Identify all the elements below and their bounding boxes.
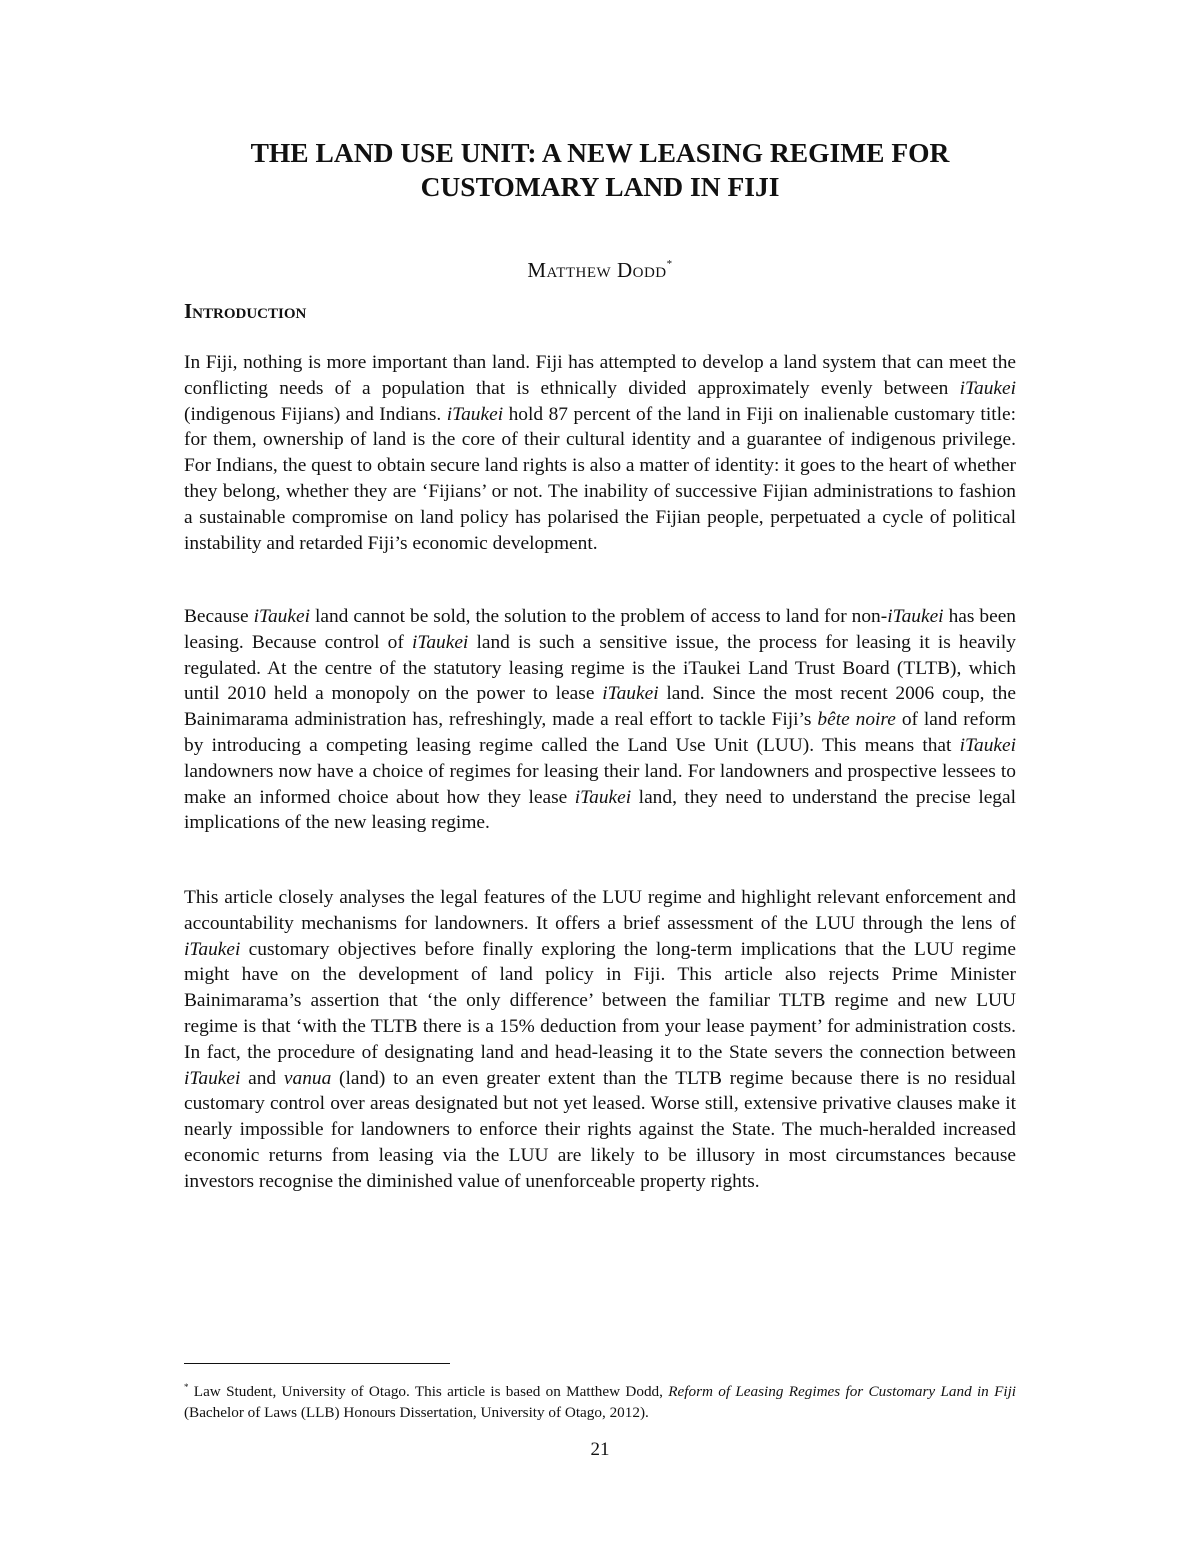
paragraph-introduction: [184, 350, 1016, 556]
text-run: Law Student, University of Otago. This article is based on Matthew Dodd,: [188, 1383, 669, 1400]
text-run: land cannot be sold, the solution to the problem of access to land for non-: [309, 606, 888, 627]
author-footnote-marker[interactable]: *: [666, 258, 673, 270]
text-run: land. Since the most recent 2006 coup, the Bainimarama administration has, refreshingly, made a real effort to tackle Fiji’s: [184, 683, 1016, 731]
title-line-1: THE LAND USE UNIT: A NEW LEASING REGIME FOR: [250, 137, 950, 168]
italic-term: vanua: [283, 1067, 332, 1089]
italic-term: iTaukei: [253, 606, 310, 627]
text-run: This article closely analyses the legal features of the LUU regime and highlight relevant enforcement and accountability mechanisms for landowners. It offers a brief assessment of the LUU through the lens of: [184, 887, 1016, 934]
italic-term: iTaukei: [574, 786, 632, 808]
text-run: has been leasing. Because control of: [184, 606, 1017, 653]
text-run: (land) to an even greater extent than the TLTB regime because there is no residual customary control over areas designated but not yet leased. Worse still, extensive privative clauses make it nearly impossible for landowners to enforce their rights against the State. The much-heralded increased economic returns from leasing via the LUU are likely to be illusory in most circumstances because investors recognise the diminished value of unenforceable property rights.: [184, 1067, 1016, 1192]
italic-term: iTaukei: [411, 631, 469, 653]
italic-term: iTaukei: [184, 1067, 241, 1089]
paragraph-leasing: [184, 604, 1016, 836]
author-byline: [150, 250, 1050, 284]
text-run: (Bachelor of Laws (LLB) Honours Dissertation, University of Otago, 2012).: [184, 1404, 649, 1421]
text-run: land, they need to understand the precise legal implications of the new leasing regime.: [184, 786, 1016, 834]
title-line-2: CUSTOMARY LAND IN FIJI: [420, 171, 780, 202]
author-name: Matthew Dodd: [527, 258, 667, 282]
italic-term: iTaukei: [602, 683, 659, 705]
section-heading: Introduction: [184, 299, 307, 323]
italic-term: bête noire: [817, 709, 896, 731]
text-run: In Fiji, nothing is more important than land. Fiji has attempted to develop a land system that can meet the conflicting needs of a population that is ethnically divided approximately evenly between: [184, 352, 1016, 399]
text-run: customary objectives before finally exploring the long-term implications that the LUU regime might have on the development of land policy in Fiji. This article also rejects Prime Minister Bainimarama’s assertion that ‘the only difference’ between the familiar TLTB regime and new LUU regime is that ‘with the TLTB there is a 15% deduction from your lease payment’ for administration costs. In fact, the procedure of designating land and head-leasing it to the State severs the connection between: [184, 938, 1016, 1063]
italic-term: iTaukei: [959, 734, 1016, 756]
italic-term: iTaukei: [959, 377, 1016, 399]
text-run: and: [240, 1067, 284, 1089]
text-run: hold 87 percent of the land in Fiji on inalienable customary title: for them, ownership of land is the core of their cultural identity and a guarantee of indigenous privilege. For Indians, the quest to obtain secure land rights is also a matter of identity: it goes to the heart of whether they belong, whether they are ‘Fijians’ or not. The inability of successive Fijian administrations to fashion a sustainable compromise on land policy has polarised the Fijian people, perpetuated a cycle of political instability and retarded Fiji’s economic development.: [184, 403, 1016, 554]
text-run: of land reform by introducing a competing leasing regime called the Land Use Unit (LUU). This means that: [184, 709, 1016, 756]
text-run: Because: [184, 606, 254, 627]
italic-term: iTaukei: [184, 938, 241, 960]
text-run: landowners now have a choice of regimes for leasing their land. For landowners and prospective lessees to make an informed choice about how they lease: [184, 760, 1016, 808]
footnote-divider: [184, 1363, 450, 1364]
footnote: [184, 1377, 1016, 1423]
article-title: [150, 136, 1050, 204]
text-run: (indigenous Fijians) and Indians.: [184, 403, 447, 425]
italic-title: Reform of Leasing Regimes for Customary Land in Fiji: [668, 1383, 1017, 1400]
footnote-marker: *: [184, 1382, 189, 1392]
paragraph-analysis: [184, 885, 1016, 1195]
italic-term: iTaukei: [446, 403, 504, 425]
text-run: land is such a sensitive issue, the process for leasing it is heavily regulated. At the centre of the statutory leasing regime is the iTaukei Land Trust Board (TLTB), which until 2010 held a monopoly on the power to lease: [184, 631, 1016, 705]
italic-term: iTaukei: [887, 606, 944, 627]
page-number: 21: [590, 1439, 610, 1460]
